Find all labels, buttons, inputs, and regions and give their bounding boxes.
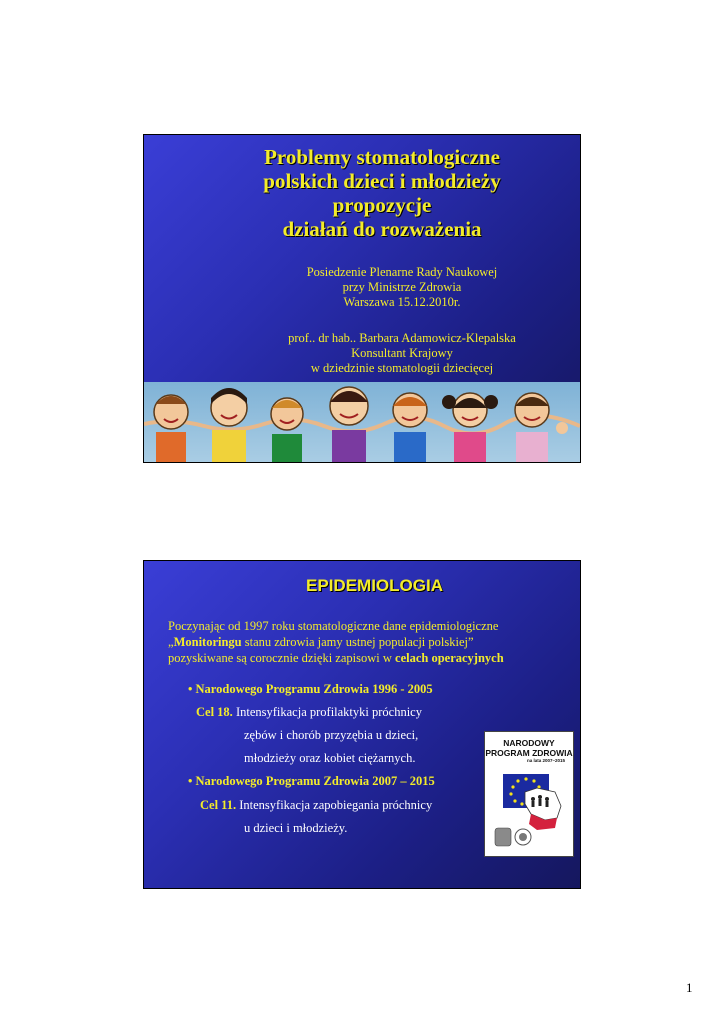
author-line: w dziedzinie stomatologii dziecięcej <box>310 361 494 375</box>
intro-paragraph <box>168 618 568 666</box>
goal-line: zębów i chorób przyzębia u dzieci, <box>244 728 419 742</box>
author-line: prof.. dr hab.. Barbara Adamowicz-Klepalska <box>288 331 516 345</box>
intro-text: stanu zdrowia jamy ustnej populacji polskiej” <box>241 635 474 649</box>
page-number: 1 <box>686 980 693 995</box>
meeting-line: Posiedzenie Plenarne Rady Naukowej <box>306 265 498 279</box>
intro-line <box>168 634 568 650</box>
book-title-line: NARODOWY <box>503 738 555 748</box>
slide-title <box>144 145 580 241</box>
eu-poland-map-icon <box>485 766 573 854</box>
title-line: polskich dzieci i młodzieży <box>263 169 501 193</box>
epidemiology-slide <box>143 560 581 889</box>
bullet-text: Narodowego Programu Zdrowia 1996 - 2005 <box>195 682 433 696</box>
bullet-text: Narodowego Programu Zdrowia 2007 – 2015 <box>195 774 435 788</box>
intro-line: Poczynając od 1997 roku stomatologiczne dane epidemiologiczne <box>168 619 499 633</box>
title-line: propozycje <box>332 193 432 217</box>
intro-quote-mark: „ <box>168 635 174 649</box>
children-illustration <box>144 382 580 462</box>
goal-label: Cel 18. <box>196 705 233 719</box>
book-title-line: PROGRAM ZDROWIA <box>485 748 573 758</box>
program-bullet: • Narodowego Programu Zdrowia 2007 – 2015 <box>188 774 435 788</box>
intro-text: pozyskiwane są corocznie dzięki zapisowi w <box>168 651 396 665</box>
intro-emphasis: Monitoringu <box>173 635 242 649</box>
author-line: Konsultant Krajowy <box>351 346 453 360</box>
goal-text: Intensyfikacja profilaktyki próchnicy <box>232 705 422 719</box>
goal-line: u dzieci i młodzieży. <box>244 821 348 835</box>
title-line: Problemy stomatologiczne <box>264 145 500 169</box>
goal-line <box>196 705 422 720</box>
book-title <box>485 738 573 758</box>
meeting-line: Warszawa 15.12.2010r. <box>343 295 461 309</box>
book-subtitle: na lata 2007–2015 <box>526 758 565 763</box>
title-line: działań do rozważenia <box>282 217 482 241</box>
goal-text: Intensyfikacja zapobiegania próchnicy <box>236 798 433 812</box>
meeting-line: przy Ministrze Zdrowia <box>342 280 462 294</box>
program-book-cover <box>484 731 574 857</box>
goal-line: młodzieży oraz kobiet ciężarnych. <box>244 751 416 765</box>
children-holding-hands-icon <box>144 382 580 462</box>
goal-label: Cel 11. <box>200 798 237 812</box>
title-slide <box>143 134 581 463</box>
intro-line <box>168 650 568 666</box>
intro-emphasis: celach operacyjnych <box>395 651 504 665</box>
meeting-info <box>144 265 581 310</box>
slide-heading: EPIDEMIOLOGIA <box>306 576 443 595</box>
goal-line <box>200 798 432 813</box>
program-bullet: • Narodowego Programu Zdrowia 1996 - 2005 <box>188 682 433 696</box>
author-info <box>144 331 581 376</box>
